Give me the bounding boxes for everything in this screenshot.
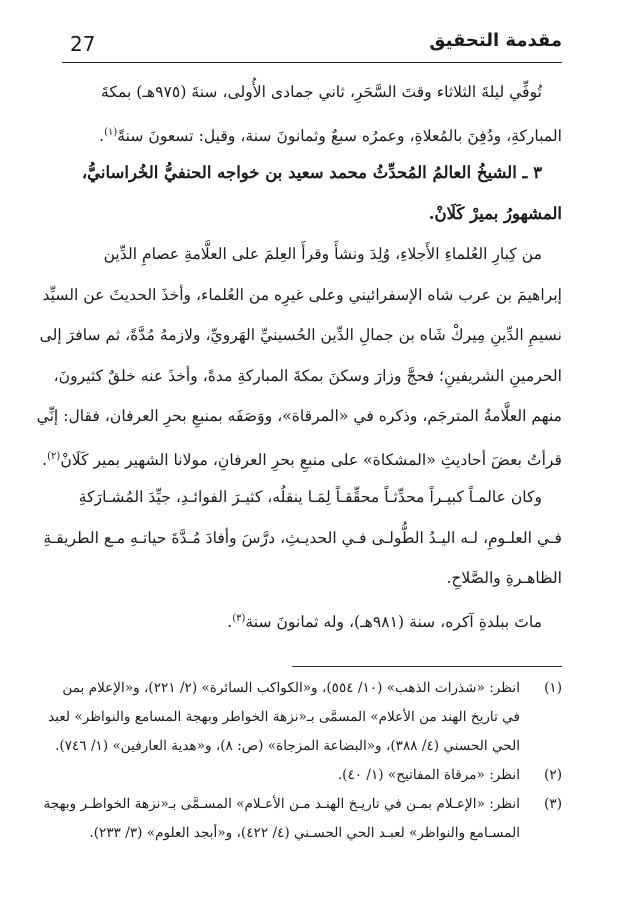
main-text [36, 72, 562, 639]
footnote-number: (١) [544, 680, 562, 696]
text-line: قرأتُ بعضَ أحاديثِ «المشكاة» على منبعِ بحرِ العرفانِ، مولانا الشهير بمير كَلَانْ$^{(٢)}$. [42, 450, 562, 469]
paragraph-biography [36, 234, 562, 477]
text-line: الظاهـرةِ والصَّلاحِ. [446, 569, 562, 587]
running-title: مقدمة التحقيق [429, 30, 562, 51]
page-number: 27 [70, 32, 96, 56]
footnotes [43, 674, 562, 848]
running-header [62, 28, 562, 63]
text-line: فـي العلـومِ، لـه اليـدُ الطُّولـى فـي الحديـثِ، درَّسَ وأفادَ مُـدَّةَ حياتـهِ مـع الطريقـةِ [43, 528, 562, 547]
paragraph-death-date [62, 72, 562, 153]
footnote-line: انظر: «الإعـلام بمـن في تاريـخ الهنـد مـن الأعـلام» المسـمَّى بـ«نزهة الخواطـر وبهجة [43, 796, 520, 812]
footnote-number: (٢) [544, 767, 562, 783]
paragraph-qualities [43, 477, 562, 599]
footnote-number: (٣) [544, 796, 562, 812]
footnote-ref: (٣) [232, 612, 246, 624]
footnote-line: انظر: «شذرات الذهب» (١٠/ ٥٥٤)، و«الكواكب السائرة» (٢/ ٢٢١)، و«الإعلام بمن [62, 680, 520, 696]
footnote-2 [62, 761, 562, 790]
footnote-line: في تاريخ الهند من الأعلام» المسمَّى بـ«نزهة الخواطر وبهجة المسامع والنواظر» لعبد [48, 709, 520, 725]
text-line: ماتَ ببلدةِ آكره، سنة (٩٨١هـ)، وله ثمانونَ سنة$^{(٣)}$. [227, 612, 542, 631]
heading-line: المشهورُ بميرْ كَلَانْ. [428, 203, 562, 223]
footnote-line: المسـامع والنواظر» لعبـد الحي الحسـني (٤/ ٤٢٢)، و«أبجد العلوم» (٣/ ٢٣٣). [89, 825, 520, 841]
footnote-1 [48, 674, 562, 761]
text-line: نسيمِ الدِّينِ مِيركْ شَاه بن جمالِ الدِّين الحُسينيِّ الهَرويِّ، ولازمهُ مُدَّةً، ثم سافرَ إلى [39, 326, 562, 344]
section-heading [62, 153, 562, 234]
paragraph-death [62, 599, 562, 640]
footnote-ref: (١) [104, 126, 118, 138]
footnote-line: انظر: «مرقاة المفاتيح» (١/ ٤٠). [337, 767, 520, 783]
footnote-3 [43, 790, 562, 848]
text-line: تُوفِّي ليلةَ الثلاثاء وقتَ السَّحَرِ، ثاني جمادى الأُولى، سنةَ (٩٧٥هـ) بمكةَ [101, 83, 542, 101]
footnote-ref: (٢) [47, 450, 61, 462]
footnote-line: الحي الحسني (٤/ ٣٨٨)، و«البضاعة المزجاة» (ص: ٨)، و«هدية العارفين» (١/ ٧٤٦). [55, 738, 520, 754]
text-line: من كِبارِ العُلماءِ الأَجلاءِ، وُلِدَ ونشأَ وقرأَ العِلمَ على العلَّامةِ عصامِ الدِّين [103, 245, 542, 263]
text-line: المباركةِ، ودُفِنَ بالمُعلاةِ، وعمرُه سبعٌ وثمانونَ سنة، وقيل: تسعونَ سنةً$^{(١)}$. [99, 126, 562, 145]
text-line: وكان عالمـاً كبيـراً محدِّثـاً محقِّقـاً لِمَـا ينقلُه، كثيـرَ الفوائـدِ، جيِّدَ المُشـارَكةِ [78, 488, 542, 506]
text-line: منهم العلَّامةُ المترجَم، وذكره في «المرقاة»، ووَصَفَه بمنبعِ بحرِ العرفان، فقال: إنِّي [36, 407, 562, 425]
footnote-separator [292, 666, 562, 667]
text-line: الحرمينِ الشريفينِ؛ فحجَّ وزارَ وسكنَ بمكةَ المباركةِ مدةً، وأخذَ عنه خلقٌ كثيرونَ، [53, 366, 562, 385]
heading-line: ٣ ـ الشيخُ العالمُ المُحدِّثُ محمد سعيد بن خواجه الحنفيُّ الخُراسانيُّ، [81, 163, 542, 182]
text-line: إبراهيمَ بن عرب شاه الإسفرائيني وعلى غيرِه من العُلماء، وأخذَ الحديثَ عن السيِّد [42, 285, 562, 304]
